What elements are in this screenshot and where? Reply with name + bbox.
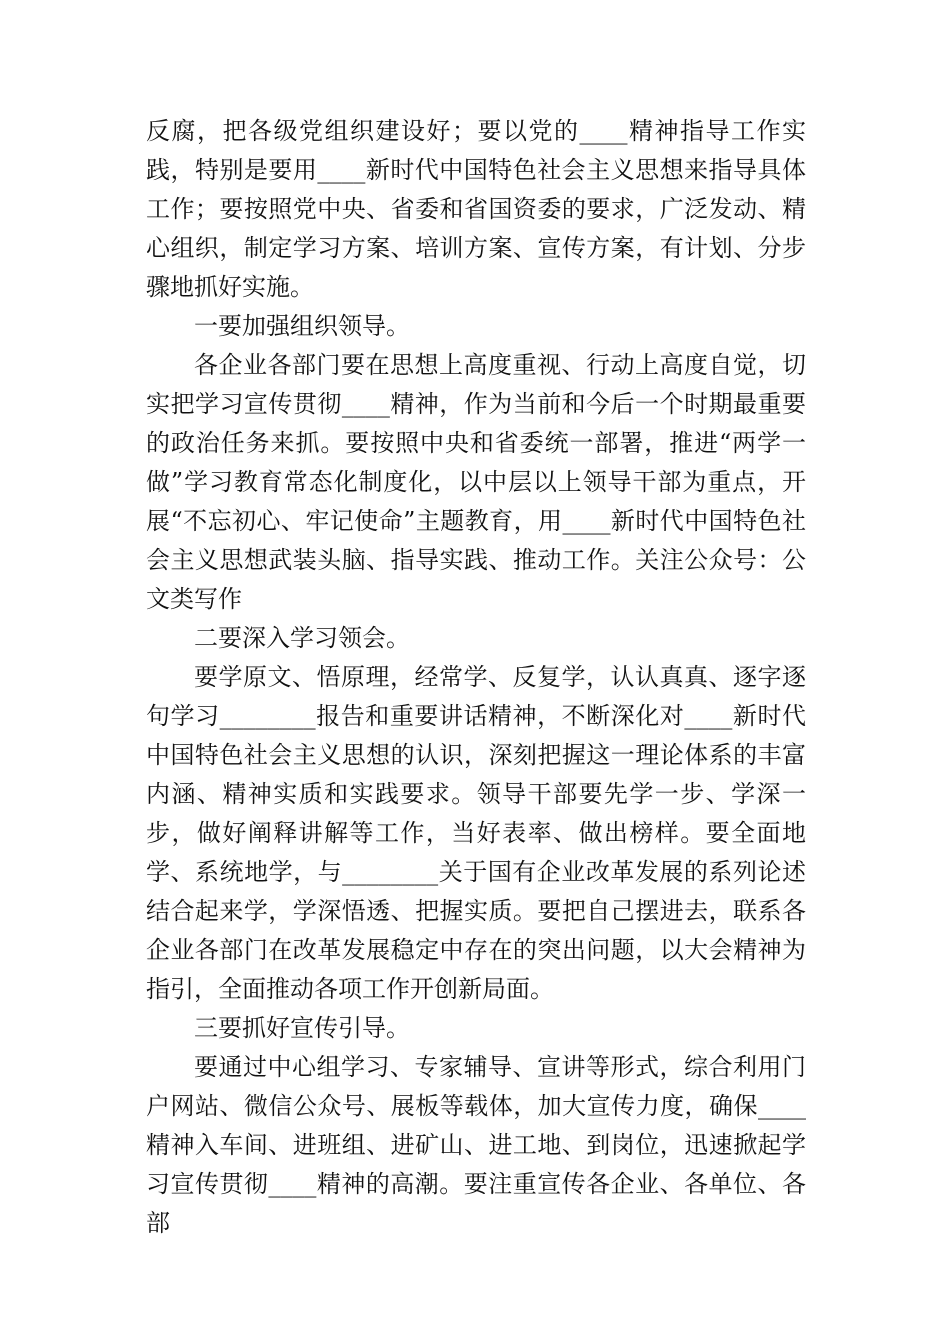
paragraph-publicity-guidance: 要通过中心组学习、专家辅导、宣讲等形式，综合利用门户网站、微信公众号、展板等载体，加大宣传力度，确保____精神入车间、进班组、进矿山、进工地、到岗位，迅速掀起学习宣传贯彻____精神的高潮。要注重宣传各企业、各单位、各部 bbox=[146, 1053, 806, 1237]
section-heading-2: 二要深入学习领会。 bbox=[194, 624, 410, 652]
section-heading-1: 一要加强组织领导。 bbox=[194, 312, 410, 340]
section-heading-3: 三要抓好宣传引导。 bbox=[194, 1014, 410, 1042]
paragraph-intro-continuation: 反腐，把各级党组织建设好；要以党的____精神指导工作实践，特别是要用____新时代中国特色社会主义思想来指导具体工作；要按照党中央、省委和省国资委的要求，广泛发动、精心组织，制定学习方案、培训方案、宣传方案，有计划、分步骤地抓好实施。 bbox=[146, 117, 806, 301]
paragraph-in-depth-study: 要学原文、悟原理，经常学、反复学，认认真真、逐字逐句学习________报告和重要讲话精神，不断深化对____新时代中国特色社会主义思想的认识，深刻把握这一理论体系的丰富内涵、精神实质和实践要求。领导干部要先学一步、学深一步，做好阐释讲解等工作，当好表率、做出榜样。要全面地学、系统地学，与________关于国有企业改革发展的系列论述结合起来学，学深悟透、把握实质。要把自己摆进去，联系各企业各部门在改革发展稳定中存在的突出问题，以大会精神为指引，全面推动各项工作开创新局面。 bbox=[146, 663, 806, 1003]
paragraph-organization-leadership: 各企业各部门要在思想上高度重视、行动上高度自觉，切实把学习宣传贯彻____精神，作为当前和今后一个时期最重要的政治任务来抓。要按照中央和省委统一部署，推进“两学一做”学习教育常态化制度化，以中层以上领导干部为重点，开展“不忘初心、牢记使命”主题教育，用____新时代中国特色社会主义思想武装头脑、指导实践、推动工作。关注公众号：公文类写作 bbox=[146, 351, 806, 613]
document-page bbox=[146, 112, 806, 1243]
